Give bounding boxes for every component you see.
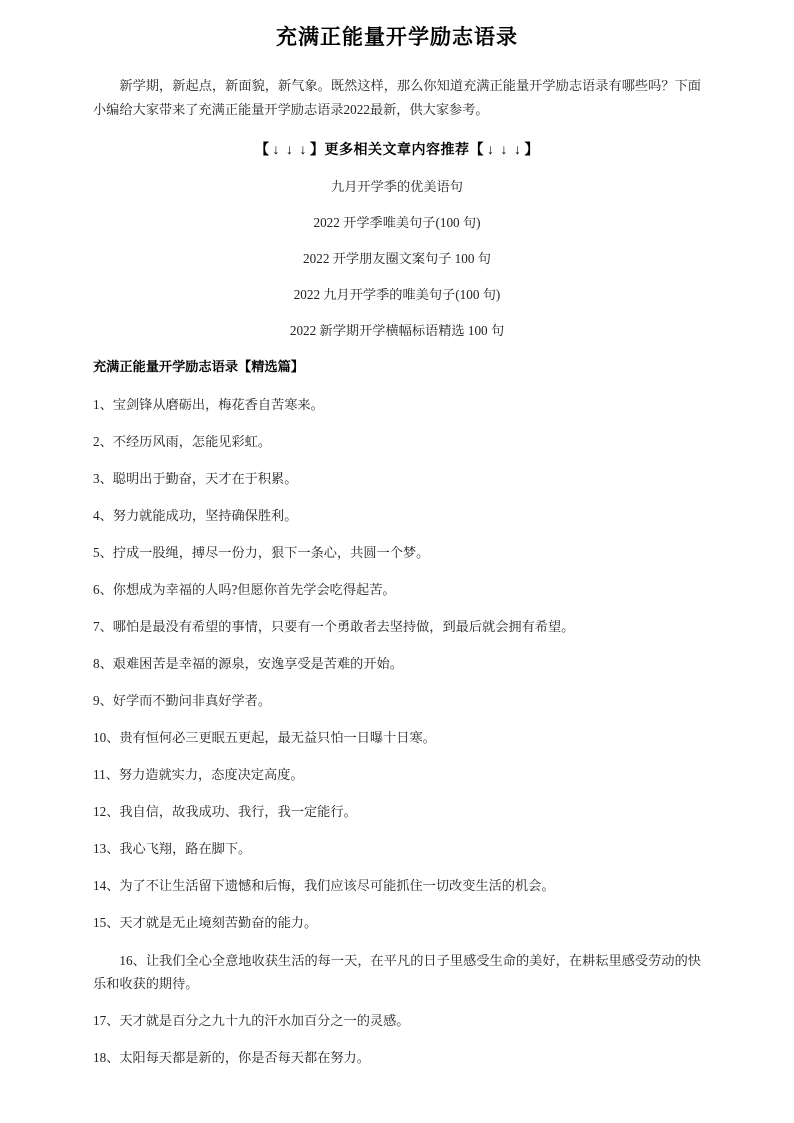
related-links-list [93, 176, 701, 342]
list-item: 7、哪怕是最没有希望的事情，只要有一个勇敢者去坚持做，到最后就会拥有希望。 [93, 619, 575, 634]
list-item[interactable]: 2022 新学期开学横幅标语精选 100 句 [289, 323, 505, 338]
bracket-open-left: 【 [255, 143, 270, 158]
related-articles-heading [93, 140, 701, 162]
quotes-list [93, 394, 701, 1069]
list-item: 6、你想成为幸福的人吗?但愿你首先学会吃得起苦。 [93, 582, 396, 597]
down-arrow-icon: ↓ [487, 143, 495, 158]
list-item: 9、好学而不勤问非真好学者。 [93, 693, 272, 708]
list-item: 16、让我们全心全意地收获生活的每一天，在平凡的日子里感受生命的美好，在耕耘里感受劳动的快乐和收获的期待。 [93, 953, 701, 991]
list-item[interactable]: 2022 九月开学季的唯美句子(100 句) [293, 287, 501, 302]
list-item[interactable]: 2022 开学季唯美句子(100 句) [313, 215, 481, 230]
list-item: 2、不经历风雨，怎能见彩虹。 [93, 434, 272, 449]
list-item: 13、我心飞翔，路在脚下。 [93, 841, 252, 856]
list-item: 1、宝剑锋从磨砺出，梅花香自苦寒来。 [93, 397, 324, 412]
down-arrow-icon: ↓ [514, 143, 522, 158]
bracket-open-right: 【 [469, 143, 484, 158]
related-articles-heading-text: 更多相关文章内容推荐 [324, 143, 470, 158]
document-content [93, 0, 701, 1084]
list-item: 11、努力造就实力，态度决定高度。 [93, 767, 304, 782]
list-item: 4、努力就能成功，坚持确保胜利。 [93, 508, 298, 523]
list-item: 3、聪明出于勤奋，天才在于积累。 [93, 471, 298, 486]
intro-paragraph: 新学期，新起点，新面貌，新气象。既然这样，那么你知道充满正能量开学励志语录有哪些吗？下面小编给大家带来了充满正能量开学励志语录2022最新，供大家参考。 [93, 78, 701, 117]
list-item: 17、天才就是百分之九十九的汗水加百分之一的灵感。 [93, 1013, 410, 1028]
down-arrow-icon: ↓ [299, 143, 307, 158]
down-arrow-icon: ↓ [500, 143, 508, 158]
bracket-close-left: 】 [310, 143, 325, 158]
list-item: 18、太阳每天都是新的，你是否每天都在努力。 [93, 1050, 370, 1065]
list-item: 10、贵有恒何必三更眠五更起，最无益只怕一日曝十日寒。 [93, 730, 436, 745]
section-heading: 充满正能量开学励志语录【精选篇】 [93, 359, 304, 374]
list-item[interactable]: 九月开学季的优美语句 [331, 179, 463, 194]
list-item: 15、天才就是无止境刻苦勤奋的能力。 [93, 915, 318, 930]
down-arrow-icon: ↓ [286, 143, 294, 158]
list-item: 8、艰难困苦是幸福的源泉，安逸享受是苦难的开始。 [93, 656, 403, 671]
list-item: 5、拧成一股绳，搏尽一份力，狠下一条心，共圆一个梦。 [93, 545, 430, 560]
list-item: 12、我自信，故我成功、我行，我一定能行。 [93, 804, 357, 819]
down-arrow-icon: ↓ [272, 143, 280, 158]
list-item: 14、为了不让生活留下遗憾和后悔，我们应该尽可能抓住一切改变生活的机会。 [93, 878, 555, 893]
page-title: 充满正能量开学励志语录 [276, 25, 518, 49]
list-item[interactable]: 2022 开学朋友圈文案句子 100 句 [303, 251, 491, 266]
bracket-close-right: 】 [524, 143, 539, 158]
